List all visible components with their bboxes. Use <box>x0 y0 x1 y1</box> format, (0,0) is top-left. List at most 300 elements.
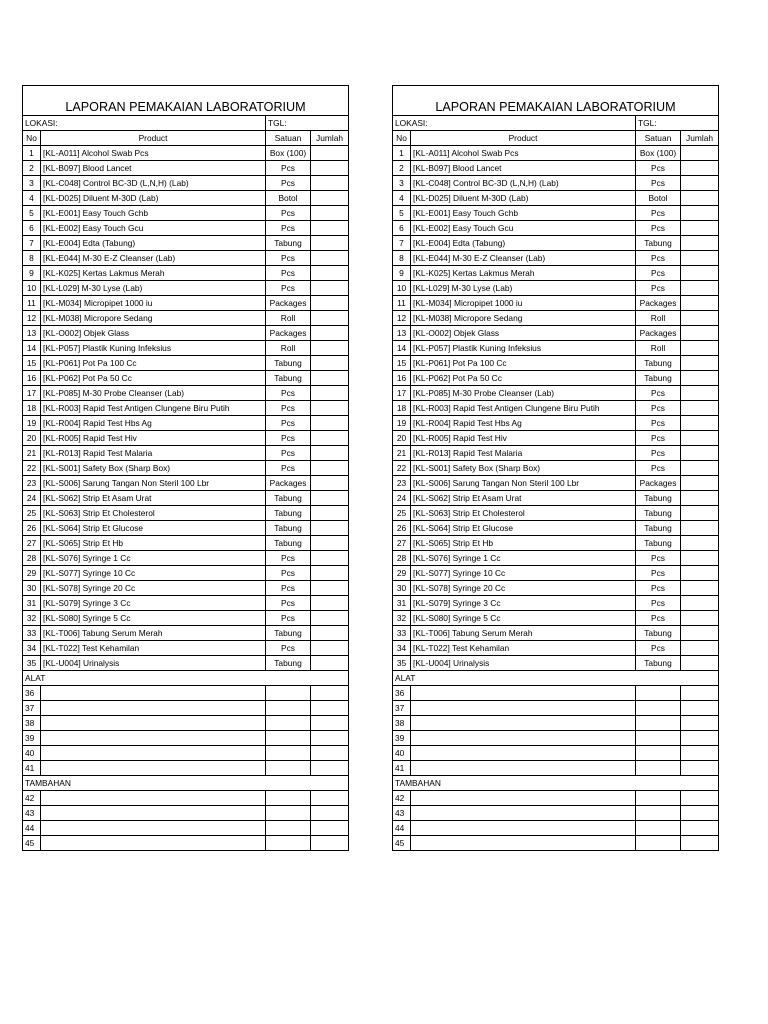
jumlah-input[interactable] <box>681 221 719 236</box>
product-name: [KL-R005] Rapid Test Hiv <box>41 431 266 446</box>
row-number: 21 <box>393 446 411 461</box>
satuan-input[interactable] <box>266 686 311 701</box>
table-row <box>23 821 349 836</box>
row-number: 40 <box>393 746 411 761</box>
satuan-value: Pcs <box>636 266 681 281</box>
table-row <box>23 686 349 701</box>
jumlah-input[interactable] <box>311 536 349 551</box>
satuan-value: Pcs <box>266 461 311 476</box>
jumlah-input[interactable] <box>311 626 349 641</box>
satuan-value: Box (100) <box>266 146 311 161</box>
row-number: 28 <box>23 551 41 566</box>
jumlah-input[interactable] <box>681 521 719 536</box>
product-name: [KL-C048] Control BC-3D (L,N,H) (Lab) <box>411 176 636 191</box>
row-number: 14 <box>23 341 41 356</box>
jumlah-input[interactable] <box>311 176 349 191</box>
jumlah-input[interactable] <box>681 206 719 221</box>
row-number: 15 <box>393 356 411 371</box>
row-number: 27 <box>393 536 411 551</box>
product-name: [KL-P061] Pot Pa 100 Cc <box>411 356 636 371</box>
jumlah-input[interactable] <box>311 491 349 506</box>
jumlah-input[interactable] <box>681 446 719 461</box>
satuan-value: Pcs <box>636 581 681 596</box>
jumlah-input[interactable] <box>311 296 349 311</box>
jumlah-input[interactable] <box>311 551 349 566</box>
row-number: 36 <box>393 686 411 701</box>
satuan-input[interactable] <box>266 716 311 731</box>
jumlah-input[interactable] <box>311 806 349 821</box>
jumlah-input[interactable] <box>681 596 719 611</box>
satuan-input[interactable] <box>266 806 311 821</box>
section-row <box>393 671 719 686</box>
jumlah-input[interactable] <box>311 506 349 521</box>
table-row <box>393 416 719 431</box>
jumlah-input[interactable] <box>681 311 719 326</box>
product-name: [KL-E002] Easy Touch Gcu <box>41 221 266 236</box>
satuan-value: Roll <box>636 311 681 326</box>
product-name: [KL-T006] Tabung Serum Merah <box>411 626 636 641</box>
jumlah-input[interactable] <box>681 686 719 701</box>
row-number: 45 <box>393 836 411 851</box>
table-row <box>393 476 719 491</box>
product-name: [KL-O002] Objek Glass <box>411 326 636 341</box>
satuan-input[interactable] <box>636 716 681 731</box>
product-input[interactable] <box>41 761 266 776</box>
table-row <box>393 731 719 746</box>
header-no: No <box>23 131 41 146</box>
row-number: 31 <box>23 596 41 611</box>
row-number: 29 <box>393 566 411 581</box>
satuan-value: Pcs <box>266 281 311 296</box>
product-input[interactable] <box>411 761 636 776</box>
satuan-value: Pcs <box>266 206 311 221</box>
product-name: [KL-U004] Urinalysis <box>411 656 636 671</box>
jumlah-input[interactable] <box>311 161 349 176</box>
table-row <box>393 311 719 326</box>
satuan-input[interactable] <box>636 731 681 746</box>
jumlah-input[interactable] <box>311 521 349 536</box>
product-name: [KL-A011] Alcohol Swab Pcs <box>411 146 636 161</box>
row-number: 10 <box>393 281 411 296</box>
jumlah-input[interactable] <box>681 266 719 281</box>
satuan-value: Botol <box>636 191 681 206</box>
row-number: 11 <box>393 296 411 311</box>
row-number: 33 <box>393 626 411 641</box>
table-row <box>393 641 719 656</box>
product-name: [KL-T022] Test Kehamilan <box>41 641 266 656</box>
product-name: [KL-S078] Syringe 20 Cc <box>41 581 266 596</box>
report-title: LAPORAN PEMAKAIAN LABORATORIUM <box>23 86 349 116</box>
row-number: 8 <box>23 251 41 266</box>
product-name: [KL-S077] Syringe 10 Cc <box>411 566 636 581</box>
jumlah-input[interactable] <box>311 716 349 731</box>
header-jumlah: Jumlah <box>311 131 349 146</box>
row-number: 36 <box>23 686 41 701</box>
table-row <box>23 716 349 731</box>
table-row <box>393 656 719 671</box>
table-row <box>23 356 349 371</box>
table-row <box>393 536 719 551</box>
product-input[interactable] <box>411 821 636 836</box>
table-row <box>23 341 349 356</box>
satuan-input[interactable] <box>636 686 681 701</box>
satuan-value: Tabung <box>266 536 311 551</box>
satuan-value: Pcs <box>266 596 311 611</box>
jumlah-input[interactable] <box>311 386 349 401</box>
row-number: 3 <box>393 176 411 191</box>
jumlah-input[interactable] <box>311 341 349 356</box>
product-name: [KL-M038] Micropore Sedang <box>41 311 266 326</box>
product-name: [KL-C048] Control BC-3D (L,N,H) (Lab) <box>41 176 266 191</box>
product-input[interactable] <box>411 791 636 806</box>
jumlah-input[interactable] <box>681 821 719 836</box>
product-name: [KL-S065] Strip Et Hb <box>411 536 636 551</box>
table-row <box>23 566 349 581</box>
product-input[interactable] <box>41 821 266 836</box>
jumlah-input[interactable] <box>311 581 349 596</box>
jumlah-input[interactable] <box>311 656 349 671</box>
jumlah-input[interactable] <box>681 836 719 851</box>
jumlah-input[interactable] <box>311 221 349 236</box>
jumlah-input[interactable] <box>681 641 719 656</box>
table-row <box>23 761 349 776</box>
product-input[interactable] <box>411 806 636 821</box>
product-name: [KL-S064] Strip Et Glucose <box>41 521 266 536</box>
product-name: [KL-P062] Pot Pa 50 Cc <box>411 371 636 386</box>
product-name: [KL-S076] Syringe 1 Cc <box>41 551 266 566</box>
meta-row <box>393 116 719 131</box>
jumlah-input[interactable] <box>681 176 719 191</box>
jumlah-input[interactable] <box>681 251 719 266</box>
product-name: [KL-P085] M-30 Probe Cleanser (Lab) <box>411 386 636 401</box>
row-number: 3 <box>23 176 41 191</box>
satuan-input[interactable] <box>266 701 311 716</box>
satuan-value: Pcs <box>636 461 681 476</box>
product-name: [KL-L029] M-30 Lyse (Lab) <box>41 281 266 296</box>
product-name: [KL-D025] Diluent M-30D (Lab) <box>41 191 266 206</box>
table-row <box>393 176 719 191</box>
jumlah-input[interactable] <box>311 476 349 491</box>
product-name: [KL-S001] Safety Box (Sharp Box) <box>41 461 266 476</box>
product-name: [KL-R013] Rapid Test Malaria <box>411 446 636 461</box>
jumlah-input[interactable] <box>311 761 349 776</box>
product-input[interactable] <box>41 806 266 821</box>
header-row <box>393 131 719 146</box>
satuan-value: Pcs <box>636 161 681 176</box>
title-row <box>23 86 349 116</box>
jumlah-input[interactable] <box>681 431 719 446</box>
product-name: [KL-S078] Syringe 20 Cc <box>411 581 636 596</box>
jumlah-input[interactable] <box>681 566 719 581</box>
jumlah-input[interactable] <box>311 596 349 611</box>
jumlah-input[interactable] <box>311 326 349 341</box>
jumlah-input[interactable] <box>681 326 719 341</box>
product-input[interactable] <box>41 791 266 806</box>
jumlah-input[interactable] <box>311 371 349 386</box>
product-name: [KL-S063] Strip Et Cholesterol <box>411 506 636 521</box>
satuan-input[interactable] <box>636 836 681 851</box>
product-input[interactable] <box>41 701 266 716</box>
jumlah-input[interactable] <box>311 731 349 746</box>
jumlah-input[interactable] <box>311 686 349 701</box>
jumlah-input[interactable] <box>681 491 719 506</box>
satuan-value: Tabung <box>266 656 311 671</box>
row-number: 29 <box>23 566 41 581</box>
satuan-value: Tabung <box>636 236 681 251</box>
product-name: [KL-E001] Easy Touch Gchb <box>41 206 266 221</box>
header-product: Product <box>411 131 636 146</box>
product-input[interactable] <box>41 716 266 731</box>
product-name: [KL-D025] Diluent M-30D (Lab) <box>411 191 636 206</box>
jumlah-input[interactable] <box>311 566 349 581</box>
jumlah-input[interactable] <box>681 416 719 431</box>
row-number: 22 <box>393 461 411 476</box>
table-row <box>23 176 349 191</box>
table-row <box>23 161 349 176</box>
jumlah-input[interactable] <box>311 146 349 161</box>
satuan-input[interactable] <box>636 701 681 716</box>
row-number: 25 <box>23 506 41 521</box>
row-number: 38 <box>23 716 41 731</box>
jumlah-input[interactable] <box>681 386 719 401</box>
table-row <box>23 491 349 506</box>
jumlah-input[interactable] <box>681 746 719 761</box>
product-name: [KL-E044] M-30 E-Z Cleanser (Lab) <box>411 251 636 266</box>
lokasi-field[interactable]: LOKASI: <box>393 116 636 131</box>
jumlah-input[interactable] <box>681 716 719 731</box>
satuan-value: Tabung <box>266 371 311 386</box>
row-number: 2 <box>393 161 411 176</box>
jumlah-input[interactable] <box>311 206 349 221</box>
row-number: 31 <box>393 596 411 611</box>
alat-section-label: ALAT <box>393 671 719 686</box>
jumlah-input[interactable] <box>311 821 349 836</box>
table-row <box>23 836 349 851</box>
satuan-value: Pcs <box>636 551 681 566</box>
satuan-input[interactable] <box>266 821 311 836</box>
product-name: [KL-B097] Blood Lancet <box>411 161 636 176</box>
table-row <box>23 596 349 611</box>
satuan-value: Pcs <box>636 281 681 296</box>
table-row <box>393 446 719 461</box>
table-row <box>393 626 719 641</box>
jumlah-input[interactable] <box>311 701 349 716</box>
satuan-input[interactable] <box>266 836 311 851</box>
row-number: 35 <box>393 656 411 671</box>
product-name: [KL-M038] Micropore Sedang <box>411 311 636 326</box>
product-name: [KL-B097] Blood Lancet <box>41 161 266 176</box>
product-input[interactable] <box>411 686 636 701</box>
tgl-field[interactable]: TGL: <box>636 116 719 131</box>
table-row <box>23 581 349 596</box>
alat-section-label: ALAT <box>23 671 349 686</box>
jumlah-input[interactable] <box>681 296 719 311</box>
header-satuan: Satuan <box>636 131 681 146</box>
satuan-value: Pcs <box>636 416 681 431</box>
table-row <box>393 206 719 221</box>
product-name: [KL-S076] Syringe 1 Cc <box>411 551 636 566</box>
product-input[interactable] <box>411 716 636 731</box>
row-number: 20 <box>393 431 411 446</box>
jumlah-input[interactable] <box>681 506 719 521</box>
row-number: 37 <box>23 701 41 716</box>
jumlah-input[interactable] <box>311 461 349 476</box>
satuan-input[interactable] <box>636 791 681 806</box>
table-row <box>23 236 349 251</box>
jumlah-input[interactable] <box>681 731 719 746</box>
product-input[interactable] <box>411 746 636 761</box>
satuan-input[interactable] <box>636 746 681 761</box>
product-name: [KL-P062] Pot Pa 50 Cc <box>41 371 266 386</box>
table-row <box>23 416 349 431</box>
table-row <box>393 221 719 236</box>
jumlah-input[interactable] <box>311 836 349 851</box>
product-name: [KL-E004] Edta (Tabung) <box>411 236 636 251</box>
jumlah-input[interactable] <box>311 401 349 416</box>
satuan-value: Pcs <box>266 251 311 266</box>
product-name: [KL-A011] Alcohol Swab Pcs <box>41 146 266 161</box>
jumlah-input[interactable] <box>311 446 349 461</box>
satuan-value: Pcs <box>636 401 681 416</box>
satuan-input[interactable] <box>266 731 311 746</box>
header-row <box>23 131 349 146</box>
product-name: [KL-U004] Urinalysis <box>41 656 266 671</box>
table-row <box>393 431 719 446</box>
jumlah-input[interactable] <box>681 461 719 476</box>
satuan-value: Pcs <box>266 641 311 656</box>
satuan-value: Packages <box>636 476 681 491</box>
jumlah-input[interactable] <box>681 476 719 491</box>
row-number: 39 <box>23 731 41 746</box>
jumlah-input[interactable] <box>681 191 719 206</box>
satuan-value: Pcs <box>636 566 681 581</box>
satuan-value: Packages <box>266 326 311 341</box>
jumlah-input[interactable] <box>681 146 719 161</box>
jumlah-input[interactable] <box>681 161 719 176</box>
product-name: [KL-P061] Pot Pa 100 Cc <box>41 356 266 371</box>
jumlah-input[interactable] <box>681 611 719 626</box>
product-input[interactable] <box>411 701 636 716</box>
product-input[interactable] <box>411 731 636 746</box>
satuan-input[interactable] <box>636 761 681 776</box>
product-name: [KL-M034] Micropipet 1000 iu <box>411 296 636 311</box>
jumlah-input[interactable] <box>681 536 719 551</box>
product-name: [KL-S064] Strip Et Glucose <box>411 521 636 536</box>
jumlah-input[interactable] <box>681 281 719 296</box>
table-row <box>393 371 719 386</box>
jumlah-input[interactable] <box>311 251 349 266</box>
table-row <box>23 641 349 656</box>
product-input[interactable] <box>41 746 266 761</box>
jumlah-input[interactable] <box>681 626 719 641</box>
satuan-input[interactable] <box>266 761 311 776</box>
row-number: 9 <box>393 266 411 281</box>
jumlah-input[interactable] <box>311 431 349 446</box>
jumlah-input[interactable] <box>681 581 719 596</box>
tgl-field[interactable]: TGL: <box>266 116 349 131</box>
product-input[interactable] <box>411 836 636 851</box>
jumlah-input[interactable] <box>311 416 349 431</box>
satuan-input[interactable] <box>266 746 311 761</box>
table-row <box>393 761 719 776</box>
jumlah-input[interactable] <box>311 611 349 626</box>
row-number: 41 <box>393 761 411 776</box>
product-name: [KL-P085] M-30 Probe Cleanser (Lab) <box>41 386 266 401</box>
satuan-input[interactable] <box>636 821 681 836</box>
table-row <box>393 146 719 161</box>
product-input[interactable] <box>41 731 266 746</box>
jumlah-input[interactable] <box>311 641 349 656</box>
lokasi-field[interactable]: LOKASI: <box>23 116 266 131</box>
satuan-value: Pcs <box>636 611 681 626</box>
table-row <box>393 791 719 806</box>
jumlah-input[interactable] <box>311 281 349 296</box>
jumlah-input[interactable] <box>681 791 719 806</box>
jumlah-input[interactable] <box>681 356 719 371</box>
jumlah-input[interactable] <box>681 551 719 566</box>
row-number: 10 <box>23 281 41 296</box>
table-row <box>23 806 349 821</box>
product-name: [KL-S080] Syringe 5 Cc <box>41 611 266 626</box>
row-number: 2 <box>23 161 41 176</box>
satuan-value: Pcs <box>266 446 311 461</box>
row-number: 32 <box>23 611 41 626</box>
jumlah-input[interactable] <box>311 191 349 206</box>
table-row <box>23 626 349 641</box>
table-row <box>393 236 719 251</box>
report-table <box>392 85 719 851</box>
table-row <box>393 596 719 611</box>
product-name: [KL-S062] Strip Et Asam Urat <box>411 491 636 506</box>
table-row <box>393 566 719 581</box>
jumlah-input[interactable] <box>311 746 349 761</box>
jumlah-input[interactable] <box>311 266 349 281</box>
jumlah-input[interactable] <box>681 341 719 356</box>
jumlah-input[interactable] <box>311 311 349 326</box>
row-number: 25 <box>393 506 411 521</box>
jumlah-input[interactable] <box>681 656 719 671</box>
row-number: 44 <box>23 821 41 836</box>
jumlah-input[interactable] <box>311 236 349 251</box>
product-name: [KL-S006] Sarung Tangan Non Steril 100 Lbr <box>41 476 266 491</box>
header-no: No <box>393 131 411 146</box>
product-name: [KL-R004] Rapid Test Hbs Ag <box>411 416 636 431</box>
jumlah-input[interactable] <box>681 401 719 416</box>
satuan-value: Pcs <box>266 161 311 176</box>
product-input[interactable] <box>41 836 266 851</box>
product-name: [KL-P057] Plastik Kuning Infeksius <box>41 341 266 356</box>
jumlah-input[interactable] <box>681 806 719 821</box>
satuan-input[interactable] <box>266 791 311 806</box>
satuan-value: Pcs <box>266 386 311 401</box>
jumlah-input[interactable] <box>681 761 719 776</box>
satuan-value: Pcs <box>266 416 311 431</box>
row-number: 40 <box>23 746 41 761</box>
jumlah-input[interactable] <box>681 701 719 716</box>
product-name: [KL-E004] Edta (Tabung) <box>41 236 266 251</box>
table-row <box>23 746 349 761</box>
jumlah-input[interactable] <box>311 791 349 806</box>
table-row <box>393 251 719 266</box>
section-row <box>23 671 349 686</box>
product-name: [KL-S080] Syringe 5 Cc <box>411 611 636 626</box>
jumlah-input[interactable] <box>681 236 719 251</box>
satuan-input[interactable] <box>636 806 681 821</box>
jumlah-input[interactable] <box>311 356 349 371</box>
row-number: 11 <box>23 296 41 311</box>
jumlah-input[interactable] <box>681 371 719 386</box>
product-input[interactable] <box>41 686 266 701</box>
